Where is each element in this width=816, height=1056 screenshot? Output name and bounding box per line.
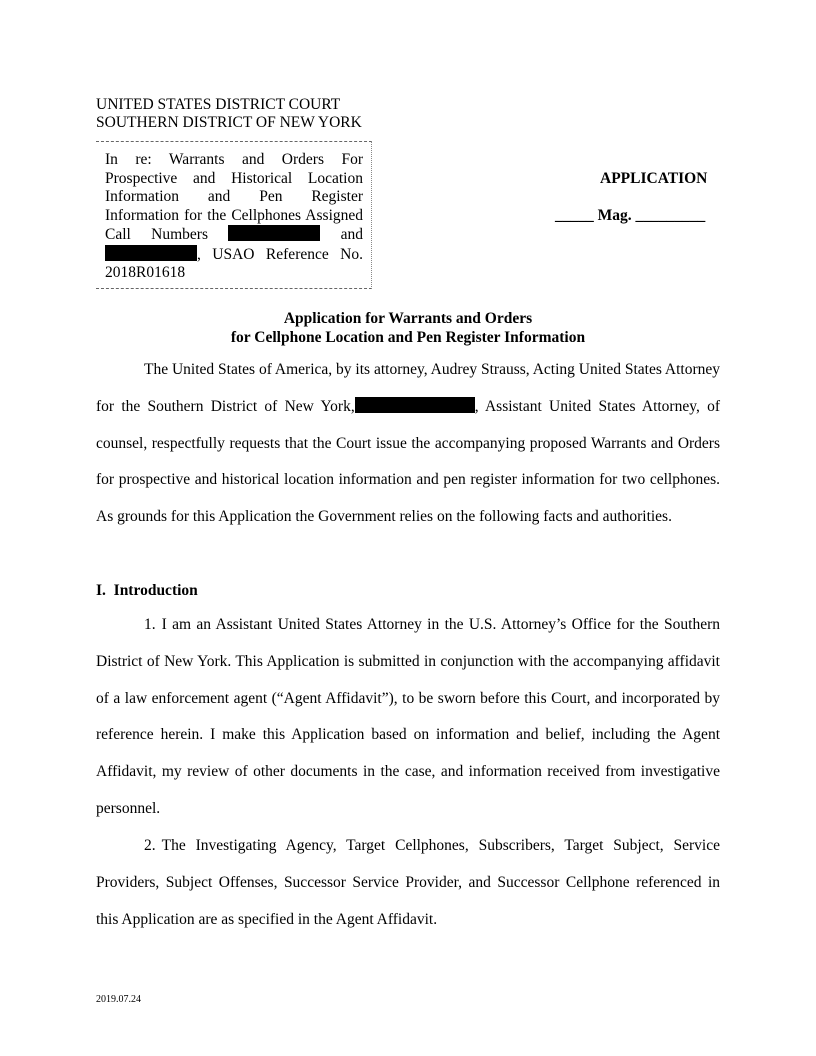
magistrate-number-line: _____ Mag. _________ xyxy=(555,207,706,224)
paragraph-text: The Investigating Agency, Target Cellphones, Subscribers, Target Subject, Service Providers, Subject Offenses, Successor Service Provider, and Successor Cellphone referenced in this Application are as specified in the Agent Affidavit. xyxy=(96,837,720,928)
intro-paragraph xyxy=(96,352,720,536)
document-title xyxy=(96,309,720,347)
document-type xyxy=(600,170,800,188)
case-caption xyxy=(105,151,363,283)
title-line-1: Application for Warrants and Orders xyxy=(283,310,533,327)
intro-text-after: , Assistant United States Attorney, of counsel, respectfully requests that the Court issue the accompanying proposed Warrants and Orders for prospective and historical location information and pen register information for two cellphones. As grounds for this Application the Government relies on the following facts and authorities. xyxy=(96,397,720,526)
paragraph-text: I am an Assistant United States Attorney in the U.S. Attorney’s Office for the Southern District of New York. This Application is submitted in conjunction with the accompanying affidavit of a law enforcement agent (“Agent Affidavit”), to be sworn before this Court, and incorporated by reference herein. I make this Application based on information and belief, including the Agent Affidavit, my review of other documents in the case, and information received from investigative personnel. xyxy=(96,616,720,817)
court-header xyxy=(96,96,362,132)
court-name: UNITED STATES DISTRICT COURT xyxy=(96,96,341,113)
paragraph-2 xyxy=(96,828,720,938)
court-district: SOUTHERN DISTRICT OF NEW YORK xyxy=(96,114,362,131)
caption-text-1: In re: Warrants and Orders For Prospective and Historical Location Information and Pen Register Information for the Cellphones Assigned Call Numbers xyxy=(105,151,363,243)
paragraph-number: 1. xyxy=(144,616,156,633)
caption-text-2: and xyxy=(320,226,363,243)
redaction-block xyxy=(228,225,320,241)
redaction-block xyxy=(355,397,475,413)
footer-date: 2019.07.24 xyxy=(96,994,141,1005)
paragraph-1 xyxy=(96,607,720,828)
title-line-2: for Cellphone Location and Pen Register Information xyxy=(230,329,586,346)
intro-text-before: The United States of America, by its attorney, Audrey Strauss, Acting United States Attorney for the Southern District of New York, xyxy=(96,361,720,415)
paragraph-number: 2. xyxy=(144,837,156,854)
document-type-label: APPLICATION xyxy=(600,170,708,187)
section-heading: I. Introduction xyxy=(96,582,198,599)
redaction-block xyxy=(105,245,197,261)
caption-text-3: , USAO Reference No. 2018R01618 xyxy=(105,245,363,281)
